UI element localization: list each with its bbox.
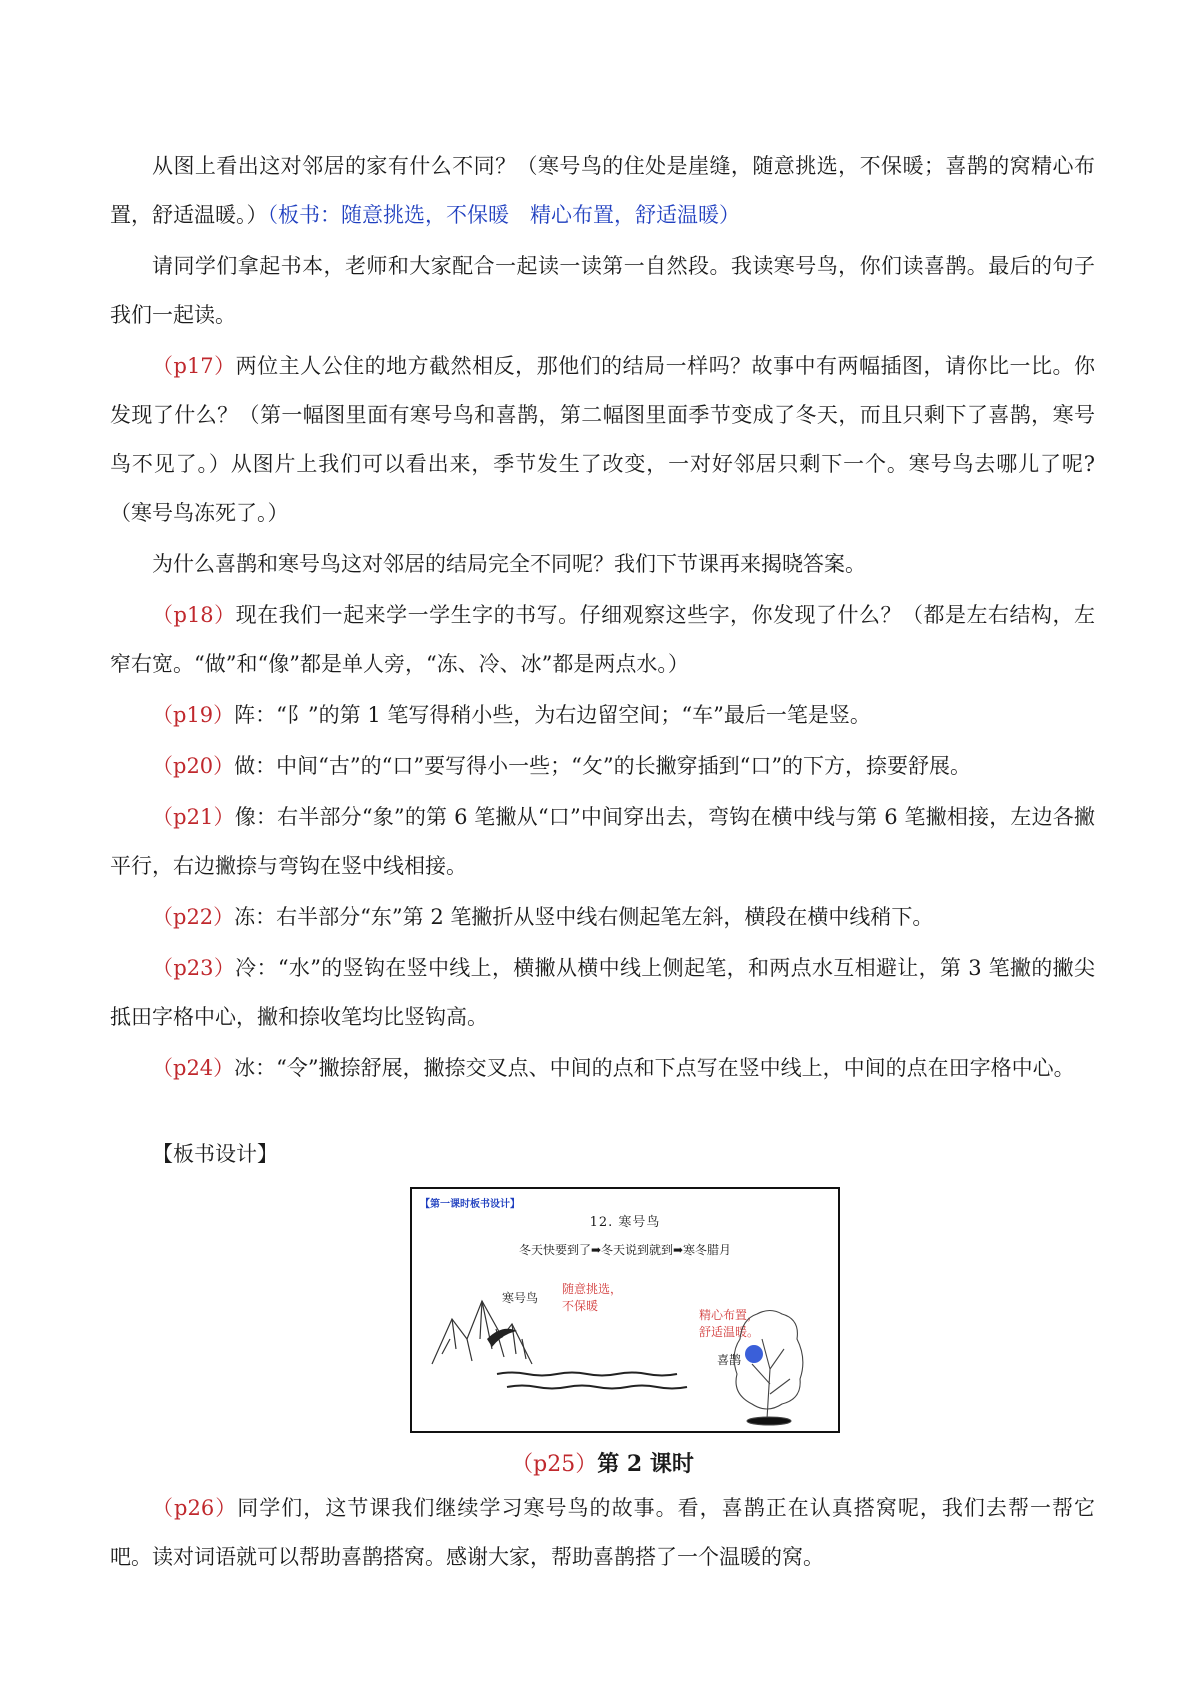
- paragraph-2: [110, 242, 1095, 340]
- paragraph-p26: [110, 1484, 1095, 1582]
- paragraph-p18: [110, 591, 1095, 689]
- page-ref-tag: （p26）: [152, 1496, 238, 1520]
- figure-title: 12. 寒号鸟: [589, 1215, 661, 1230]
- paragraph-text: 请同学们拿起书本，老师和大家配合一起读一读第一自然段。我读寒号鸟，你们读喜鹊。最后的句子我们一起读。: [110, 254, 1095, 327]
- figure-bird-note: 随意挑选，不保暖: [562, 1282, 623, 1313]
- figure-magpie-label: 喜鹊: [717, 1353, 742, 1367]
- paragraph-p19: [110, 691, 1095, 740]
- board-note: （板书：随意挑选，不保暖 精心布置，舒适温暖）: [267, 203, 740, 227]
- page-ref-tag: （p24）: [152, 1056, 235, 1080]
- paragraph-text: 做：中间“古”的“口”要写得小一些；“攵”的长撇穿插到“口”的下方，捺要舒展。: [234, 754, 972, 778]
- figure-tag: 【第一课时板书设计】: [420, 1199, 520, 1210]
- figure-flow: 冬天快要到了➡冬天说到就到➡寒冬腊月: [518, 1243, 732, 1257]
- paragraph-text: 为什么喜鹊和寒号鸟这对邻居的结局完全不同呢？我们下节课再来揭晓答案。: [152, 552, 866, 576]
- tree-drawing: [734, 1311, 803, 1426]
- mountain-drawing: [432, 1301, 532, 1364]
- paragraph-p17: [110, 342, 1095, 538]
- page-ref-tag: （p18）: [152, 603, 236, 627]
- paragraph-text: 冷：“水”的竖钩在竖中线上，横撇从横中线上侧起笔，和两点水互相避让，第 3 笔撇的撇尖抵田字格中心，撇和捺收笔均比竖钩高。: [110, 956, 1095, 1029]
- lesson-title: 第 2 课时: [597, 1451, 694, 1477]
- page-ref-tag: （p19）: [152, 703, 235, 727]
- paragraph-text: 两位主人公住的地方截然相反，那他们的结局一样吗？故事中有两幅插图，请你比一比。你发现了什么？（第一幅图里面有寒号鸟和喜鹊，第二幅图里面季节变成了冬天，而且只剩下了喜鹊，寒号鸟不见了。）从图片上我们可以看出来，季节发生了改变，一对好邻居只剩下一个。寒号鸟去哪儿了呢?（寒号鸟冻死了。）: [110, 354, 1095, 525]
- figure-bird-label: 寒号鸟: [502, 1291, 539, 1305]
- sun-circle: [745, 1345, 763, 1363]
- paragraph-p24: [110, 1044, 1095, 1093]
- page-ref-tag: （p21）: [152, 805, 235, 829]
- page-ref-tag: （p23）: [152, 956, 236, 980]
- paragraph-4: [110, 540, 1095, 589]
- page-ref-tag: （p25）: [511, 1452, 598, 1477]
- paragraph-text: 现在我们一起来学一学生字的书写。仔细观察这些字，你发现了什么？（都是左右结构，左窄右宽。“做”和“像”都是单人旁，“冻、冷、冰”都是两点水。）: [110, 603, 1095, 676]
- paragraph-p20: [110, 742, 1095, 791]
- paragraph-text: 像：右半部分“象”的第 6 笔撇从“口”中间穿出去，弯钩在横中线与第 6 笔撇相接，左边各撇平行，右边撇捺与弯钩在竖中线相接。: [110, 805, 1095, 878]
- paragraph-text: 冰：“令”撇捺舒展，撇捺交叉点、中间的点和下点写在竖中线上，中间的点在田字格中心。: [234, 1056, 1075, 1080]
- paragraph-1: [110, 142, 1095, 240]
- board-design-label: 【板书设计】: [152, 1142, 278, 1166]
- paragraph-p21: [110, 793, 1095, 891]
- paragraph-text: 阵：“阝”的第 1 笔写得稍小些，为右边留空间；“车”最后一笔是竖。: [234, 703, 871, 727]
- page-ref-tag: （p22）: [152, 905, 235, 929]
- board-design-figure: [410, 1187, 840, 1433]
- page-ref-tag: （p17）: [152, 354, 236, 378]
- document-page: [110, 142, 1095, 1584]
- page-ref-tag: （p20）: [152, 754, 235, 778]
- paragraph-p22: [110, 893, 1095, 942]
- lesson-heading: [110, 1445, 1095, 1484]
- paragraph-text: 同学们，这节课我们继续学习寒号鸟的故事。看，喜鹊正在认真搭窝呢，我们去帮一帮它吧。读对词语就可以帮助喜鹊搭窝。感谢大家，帮助喜鹊搭了一个温暖的窝。: [110, 1496, 1095, 1569]
- water-drawing: [497, 1373, 687, 1389]
- paragraph-p23: [110, 944, 1095, 1042]
- figure-drawing: [412, 1189, 838, 1431]
- figure-magpie-note: 精心布置，舒适温暖。: [699, 1308, 760, 1339]
- paragraph-text: 从图上看出这对邻居的家有什么不同？（寒号鸟的住处是崖缝，随意挑选，不保暖；喜鹊的窝精心布置，舒适温暖。）: [110, 154, 1095, 227]
- paragraph-text: 冻：右半部分“东”第 2 笔撇折从竖中线右侧起笔左斜，横段在横中线稍下。: [234, 905, 934, 929]
